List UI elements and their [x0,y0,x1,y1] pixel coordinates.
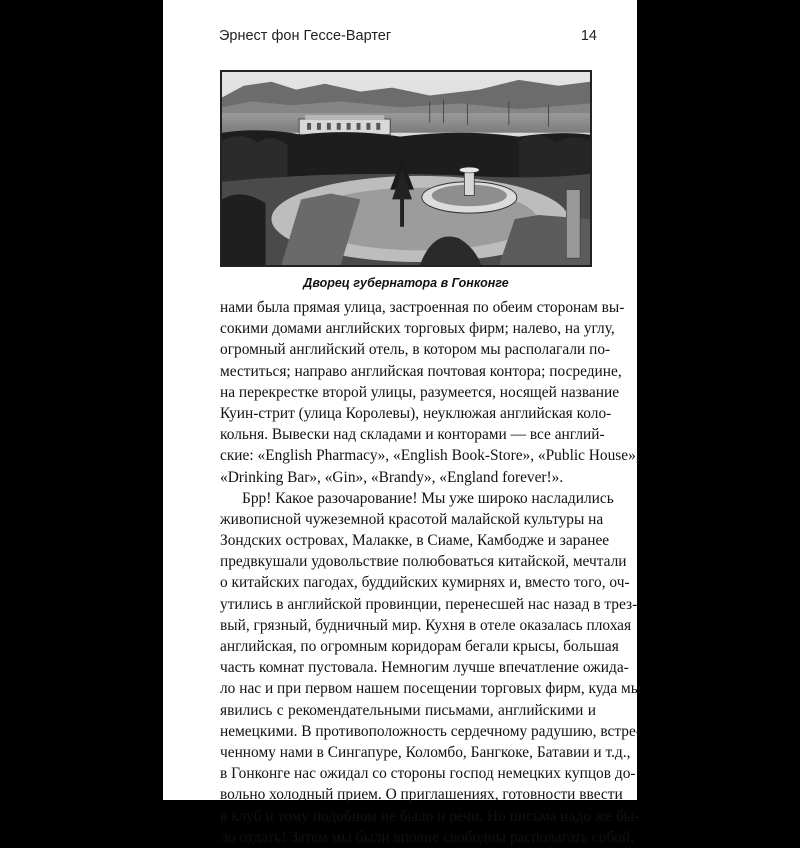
text-line: Зондских островах, Малакке, в Сиаме, Камбодже и заранее [220,532,610,550]
text-line: утились в английской провинции, перенесшей нас назад в трез- [220,595,638,613]
book-page [163,0,642,846]
text-line: вый, грязный, будничный мир. Кухня в отеле оказалась плохая [220,616,632,634]
text-line: немецкими. В противоположность сердечному радушию, встре- [220,722,641,740]
text-line: вольно холодный прием. О приглашениях, готовности ввести [220,786,623,804]
text-line: ло отдать! Затем мы были вполне свободны располагать собой, [220,828,635,846]
text-line: Куин-стрит (улица Королевы), неуклюжая английская коло- [220,404,612,422]
text-line: на перекрестке второй улицы, разумеется, носящей название [220,383,620,401]
text-line: явились с рекомендательными письмами, английскими и [220,701,596,719]
text-line: в клуб и тому подобном не было и речи. Но письма надо же бы- [220,807,640,825]
body-text [220,297,642,848]
text-line: часть комнат пустовала. Немногим лучше впечатление ожида- [220,659,629,677]
text-line: огромный английский отель, в котором мы располагали по- [220,341,611,359]
photo-caption: Дворец губернатора в Гонконге [303,276,509,290]
text-line: сокими домами английских торговых фирм; налево, на углу, [220,320,615,338]
text-line: ло нас и при первом нашем посещении торговых фирм, куда мы [220,680,642,698]
text-line: английская, по огромным коридорам бегали крысы, большая [220,638,619,655]
governor-palace-photo [220,70,592,267]
text-line: кольня. Вывески над складами и конторами — все англий- [220,426,605,444]
text-line: предвкушали удовольствие полюбоваться китайской, мечтали [220,553,627,571]
text-line: в Гонконге нас ожидал со стороны господ немецких купцов до- [220,765,636,783]
text-line: нами была прямая улица, застроенная по обеим сторонам вы- [220,299,625,316]
page-number: 14 [580,28,597,44]
text-line: ченному нами в Сингапуре, Коломбо, Бангкоке, Батавии и т.д., [220,743,631,761]
running-title: Эрнест фон Гессе-Вартег [219,28,392,44]
text-line: живописной чужеземной красотой малайской культуры на [220,510,604,528]
text-line: «Drinking Bar», «Gin», «Brandy», «England forever!». [220,468,564,486]
text-line: о китайских пагодах, буддийских кумирнях и, вместо того, оч- [220,574,630,592]
text-line: меститься; направо английская почтовая контора; посредине, [220,362,622,380]
paragraph-start-line: Брр! Какое разочарование! Мы уже широко насладились [242,489,614,507]
photo-illustration [222,72,590,265]
text-line: ские: «English Pharmacy», «English Book-Store», «Public House», [220,447,640,465]
